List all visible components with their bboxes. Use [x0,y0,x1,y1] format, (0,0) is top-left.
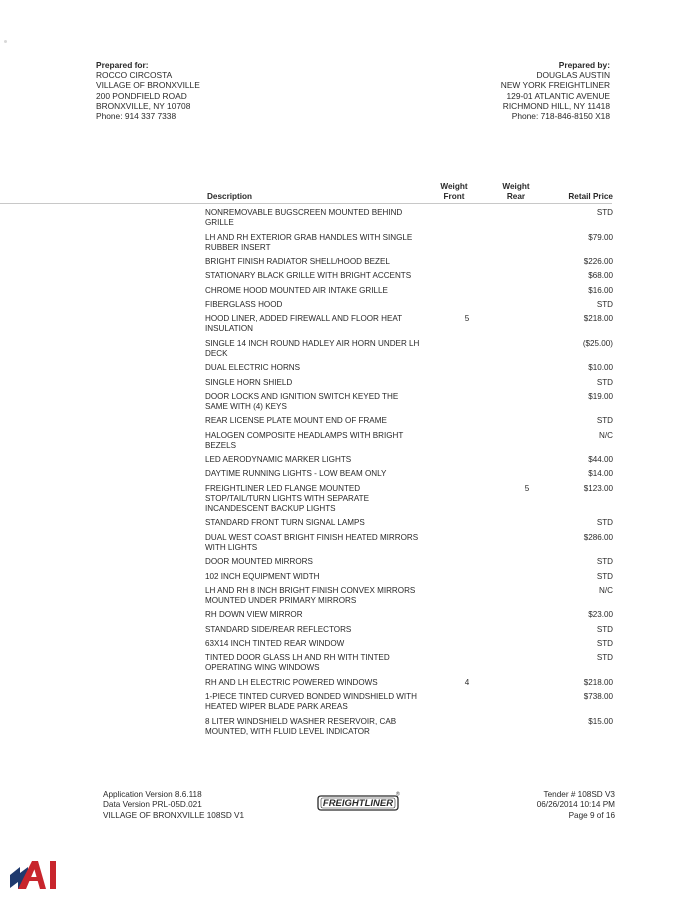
header-divider [0,203,612,204]
page-number: Page 9 of 16 [568,810,615,820]
option-description: DUAL ELECTRIC HORNS [205,363,301,373]
column-header-weight-front-line1: Weight [440,182,468,191]
registered-mark: ® [396,791,400,798]
option-description: LED AERODYNAMIC MARKER LIGHTS [205,455,352,465]
prepared-by-org: NEW YORK FREIGHTLINER [500,80,610,91]
option-description: STANDARD SIDE/REAR REFLECTORS [205,624,352,634]
option-description: HOOD LINER, ADDED FIREWALL AND FLOOR HEAT INSULATION [205,314,402,334]
weight-front: 5 [464,314,470,324]
tender-number: Tender # 108SD V3 [543,790,615,799]
option-description: DOOR LOCKS AND IGNITION SWITCH KEYED THE SAME WITH (4) KEYS [205,391,399,411]
column-header-weight-rear [498,182,534,202]
retail-price: STD [596,557,613,567]
column-header-weight-front [436,182,472,202]
option-description: STATIONARY BLACK GRILLE WITH BRIGHT ACCENTS [205,271,412,281]
data-version: Data Version PRL-05D.021 [103,800,202,810]
option-description: CHROME HOOD MOUNTED AIR INTAKE GRILLE [205,285,388,295]
retail-price: $14.00 [588,469,613,479]
column-header-weight-rear-line1: Weight [502,182,530,191]
prepared-for-city: BRONXVILLE, NY 10708 [96,100,191,111]
retail-price: $286.00 [583,532,613,542]
option-description: TINTED DOOR GLASS LH AND RH WITH TINTED OPERATING WING WINDOWS [205,653,390,673]
option-description: FREIGHTLINER LED FLANGE MOUNTED STOP/TAIL/TURN LIGHTS WITH SEPARATE INCANDESCENT BACKUP LIGHTS [205,483,369,514]
column-header-description: Description [207,192,253,201]
prepared-by-street: 129-01 ATLANTIC AVENUE [506,90,610,101]
quote-name: VILLAGE OF BRONXVILLE 108SD V1 [103,810,245,820]
retail-price: STD [596,299,613,309]
prepared-by-name: DOUGLAS AUSTIN [536,70,610,81]
prepared-for-street: 200 PONDFIELD ROAD [96,90,187,101]
option-description: SINGLE HORN SHIELD [205,377,293,387]
retail-price: $15.00 [588,716,613,726]
prepared-by-city: RICHMOND HILL, NY 11418 [502,100,610,111]
option-description: NONREMOVABLE BUGSCREEN MOUNTED BEHIND GRILLE [205,208,403,228]
retail-price: $16.00 [588,285,613,295]
retail-price: STD [596,571,613,581]
option-description: DAYTIME RUNNING LIGHTS - LOW BEAM ONLY [205,469,387,479]
retail-price: $68.00 [588,271,613,281]
retail-price: $218.00 [583,314,613,324]
option-description: 102 INCH EQUIPMENT WIDTH [205,571,320,581]
retail-price: N/C [599,430,613,440]
column-header-weight-front-line2: Front [443,192,465,201]
scan-speck [4,40,7,43]
option-description: BRIGHT FINISH RADIATOR SHELL/HOOD BEZEL [205,257,390,266]
prepared-for-name: ROCCO CIRCOSTA [96,70,173,81]
freightliner-logo [315,791,401,815]
retail-price: N/C [599,585,613,595]
retail-price: $79.00 [588,232,613,242]
prepared-by-label: Prepared by: [558,60,610,70]
option-description: FIBERGLASS HOOD [205,299,283,309]
prepared-by-block [501,60,610,121]
option-description: RH AND LH ELECTRIC POWERED WINDOWS [205,677,378,687]
weight-rear: 5 [524,483,530,493]
application-version: Application Version 8.6.118 [103,790,202,799]
retail-price: $19.00 [588,391,613,401]
prepared-for-phone: Phone: 914 337 7338 [96,111,177,122]
retail-price: $738.00 [583,692,613,701]
retail-price: STD [596,208,613,217]
retail-price: STD [596,518,613,528]
option-description: LH AND RH EXTERIOR GRAB HANDLES WITH SINGLE RUBBER INSERT [205,232,413,252]
prepared-for-block [96,60,200,121]
option-description: 8 LITER WINDSHIELD WASHER RESERVOIR, CAB MOUNTED, WITH FLUID LEVEL INDICATOR [205,716,397,736]
option-description: 63X14 INCH TINTED REAR WINDOW [205,638,345,648]
retail-price: ($25.00) [582,338,613,348]
retail-price: $10.00 [588,363,613,373]
option-description: HALOGEN COMPOSITE HEADLAMPS WITH BRIGHT BEZELS [205,430,404,450]
retail-price: $218.00 [583,677,613,687]
prepared-by-phone: Phone: 718-846-8150 X18 [511,111,610,122]
retail-price: STD [596,653,613,663]
table-header [0,180,695,204]
option-description: DUAL WEST COAST BRIGHT FINISH HEATED MIRRORS WITH LIGHTS [205,532,419,552]
retail-price: STD [596,624,613,634]
retail-price: $23.00 [588,610,613,620]
freightliner-logo-text: FREIGHTLINER [322,798,394,810]
column-header-retail-price: Retail Price [568,192,613,201]
footer-right [537,790,615,821]
retail-price: $123.00 [583,483,613,493]
option-description: SINGLE 14 INCH ROUND HADLEY AIR HORN UNDER LH DECK [205,338,420,358]
retail-price: STD [596,416,613,426]
retail-price: $44.00 [588,455,613,465]
ai-logo-icon [10,855,62,891]
option-description: 1-PIECE TINTED CURVED BONDED WINDSHIELD WITH HEATED WIPER BLADE PARK AREAS [205,692,417,712]
retail-price: $226.00 [583,257,613,266]
quote-timestamp: 06/26/2014 10:14 PM [536,800,615,810]
prepared-for-label: Prepared for: [96,60,149,70]
prepared-for-org: VILLAGE OF BRONXVILLE [96,80,200,91]
retail-price: STD [596,377,613,387]
footer-left [103,790,244,821]
option-description: REAR LICENSE PLATE MOUNT END OF FRAME [205,416,387,426]
option-description: LH AND RH 8 INCH BRIGHT FINISH CONVEX MIRRORS MOUNTED UNDER PRIMARY MIRRORS [205,585,416,605]
option-description: RH DOWN VIEW MIRROR [205,610,303,620]
option-description: STANDARD FRONT TURN SIGNAL LAMPS [205,518,365,528]
retail-price: STD [596,638,613,648]
weight-front: 4 [464,677,470,687]
column-header-weight-rear-line2: Rear [506,192,526,201]
option-description: DOOR MOUNTED MIRRORS [205,557,313,567]
